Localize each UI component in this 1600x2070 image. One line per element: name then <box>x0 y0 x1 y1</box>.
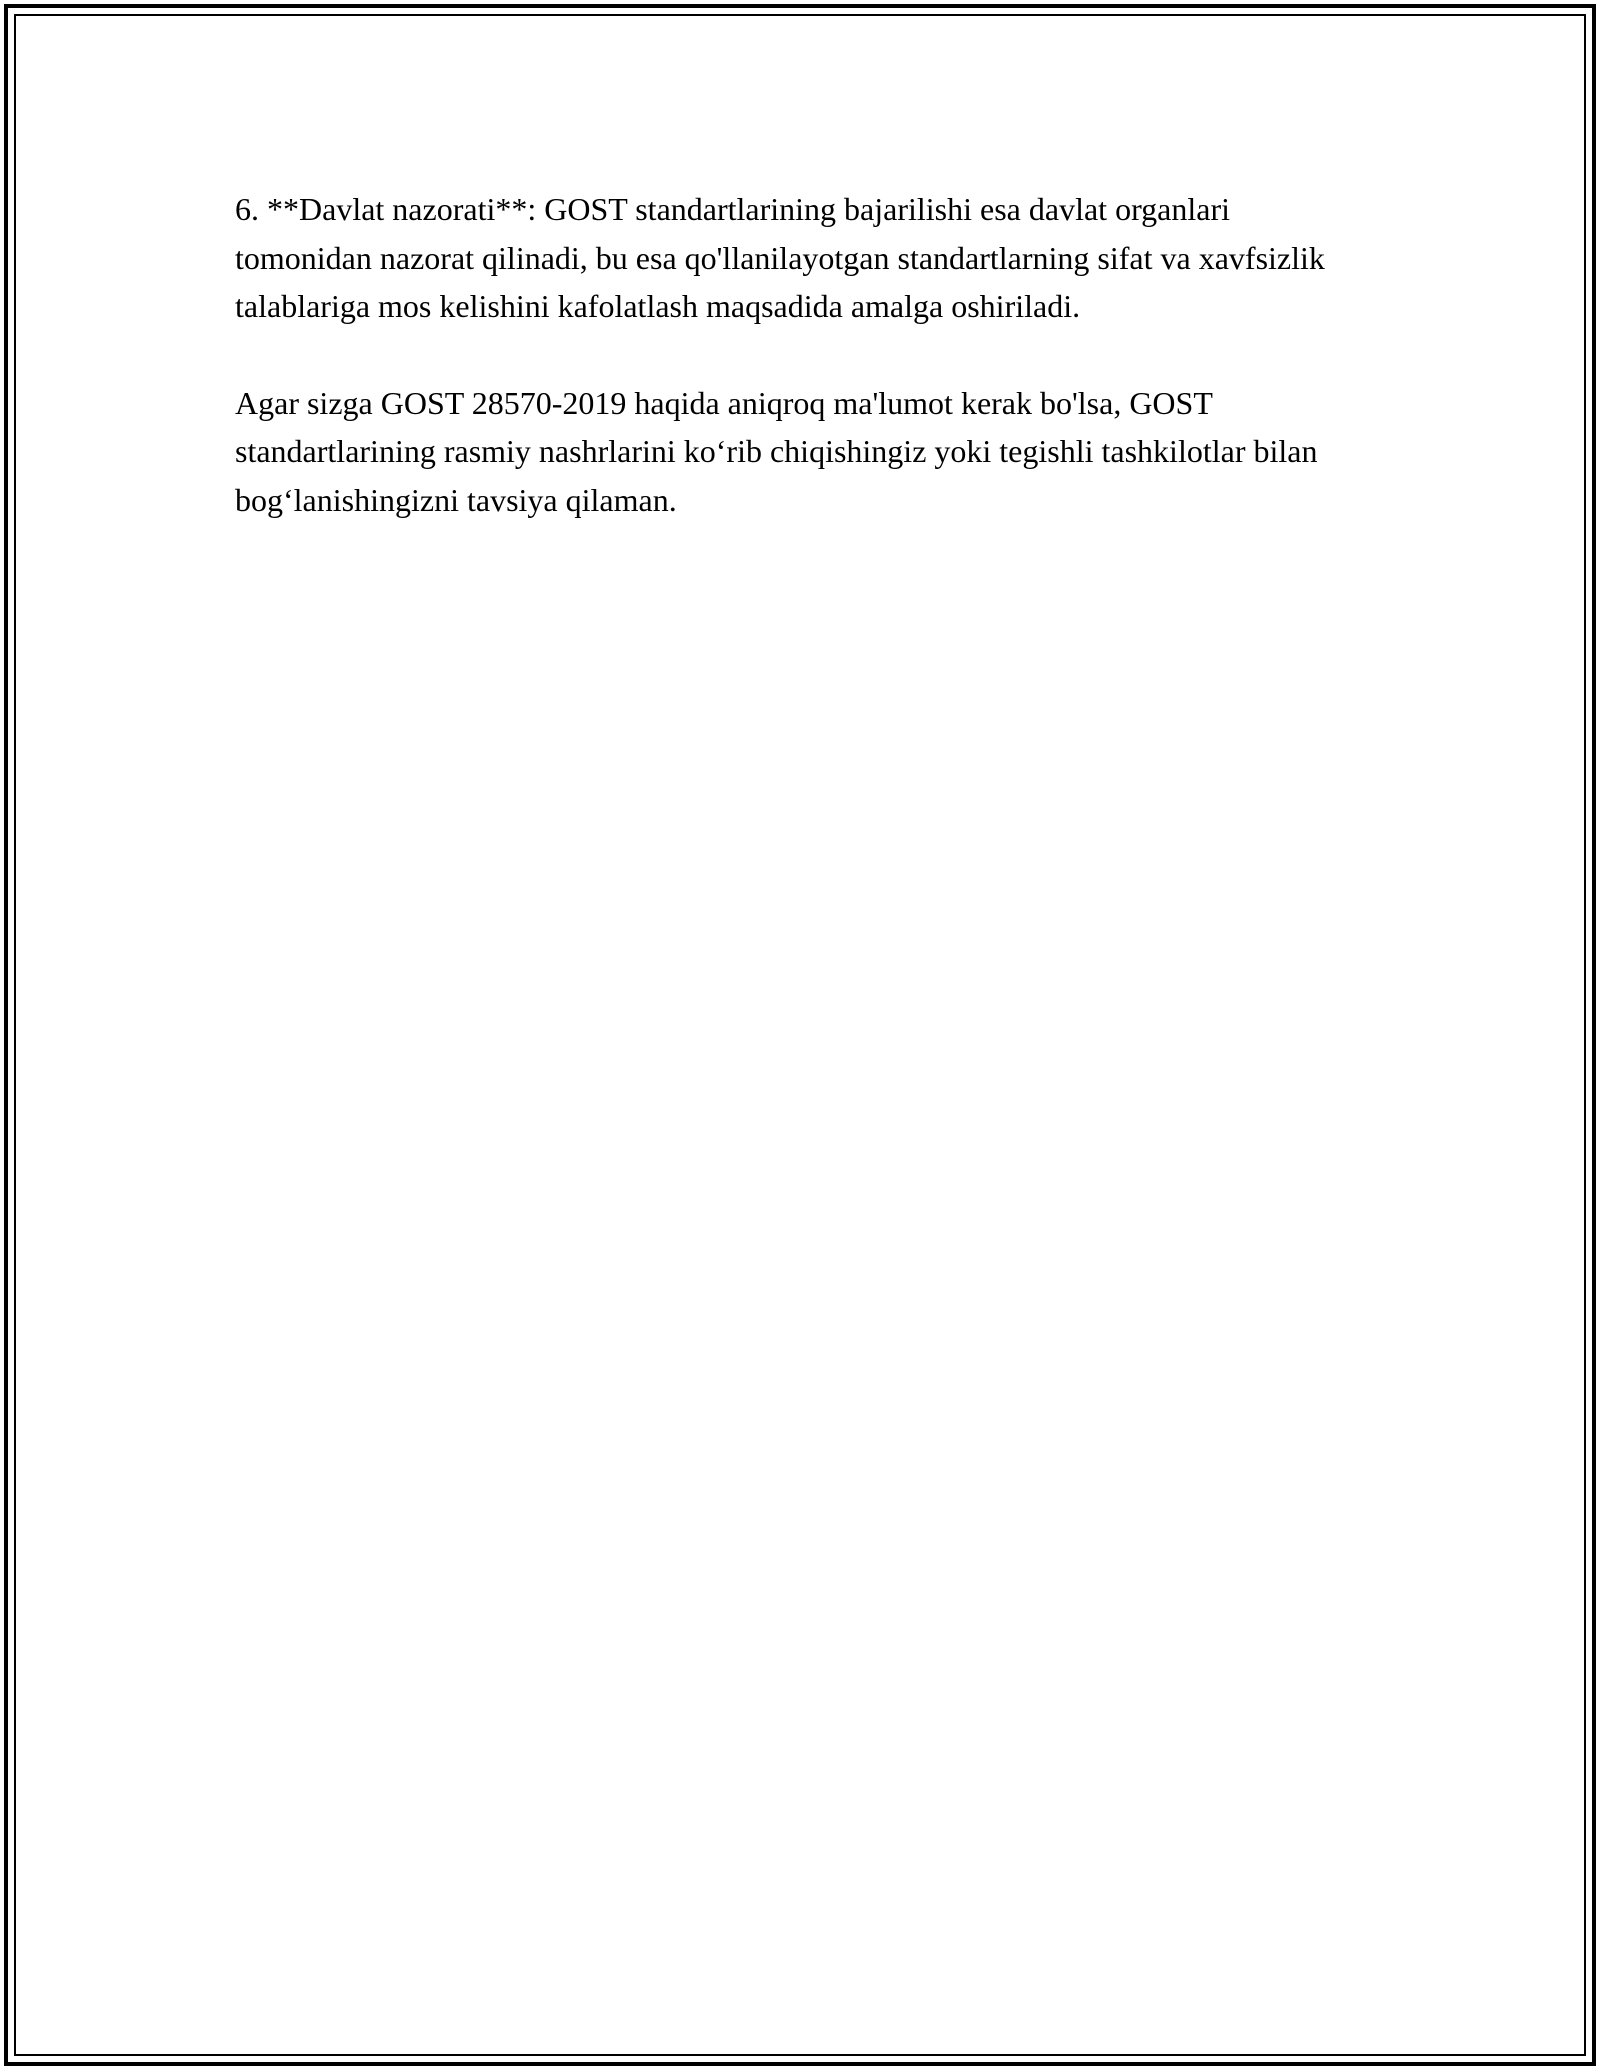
document-body <box>235 185 1365 524</box>
paragraph-recommendation: Agar sizga GOST 28570-2019 haqida aniqroq ma'lumot kerak bo'lsa, GOST standartlarining rasmiy nashrlarini ko‘rib chiqishingiz yoki tegishli tashkilotlar bilan bog‘lanishingizni tavsiya qilaman. <box>235 384 1318 518</box>
paragraph-state-control: 6. **Davlat nazorati**: GOST standartlarining bajarilishi esa davlat organlari tomonidan nazorat qilinadi, bu esa qo'llanilayotgan standartlarning sifat va xavfsizlik talablariga mos kelishini kafolatlash maqsadida amalga oshiriladi. <box>235 191 1325 324</box>
